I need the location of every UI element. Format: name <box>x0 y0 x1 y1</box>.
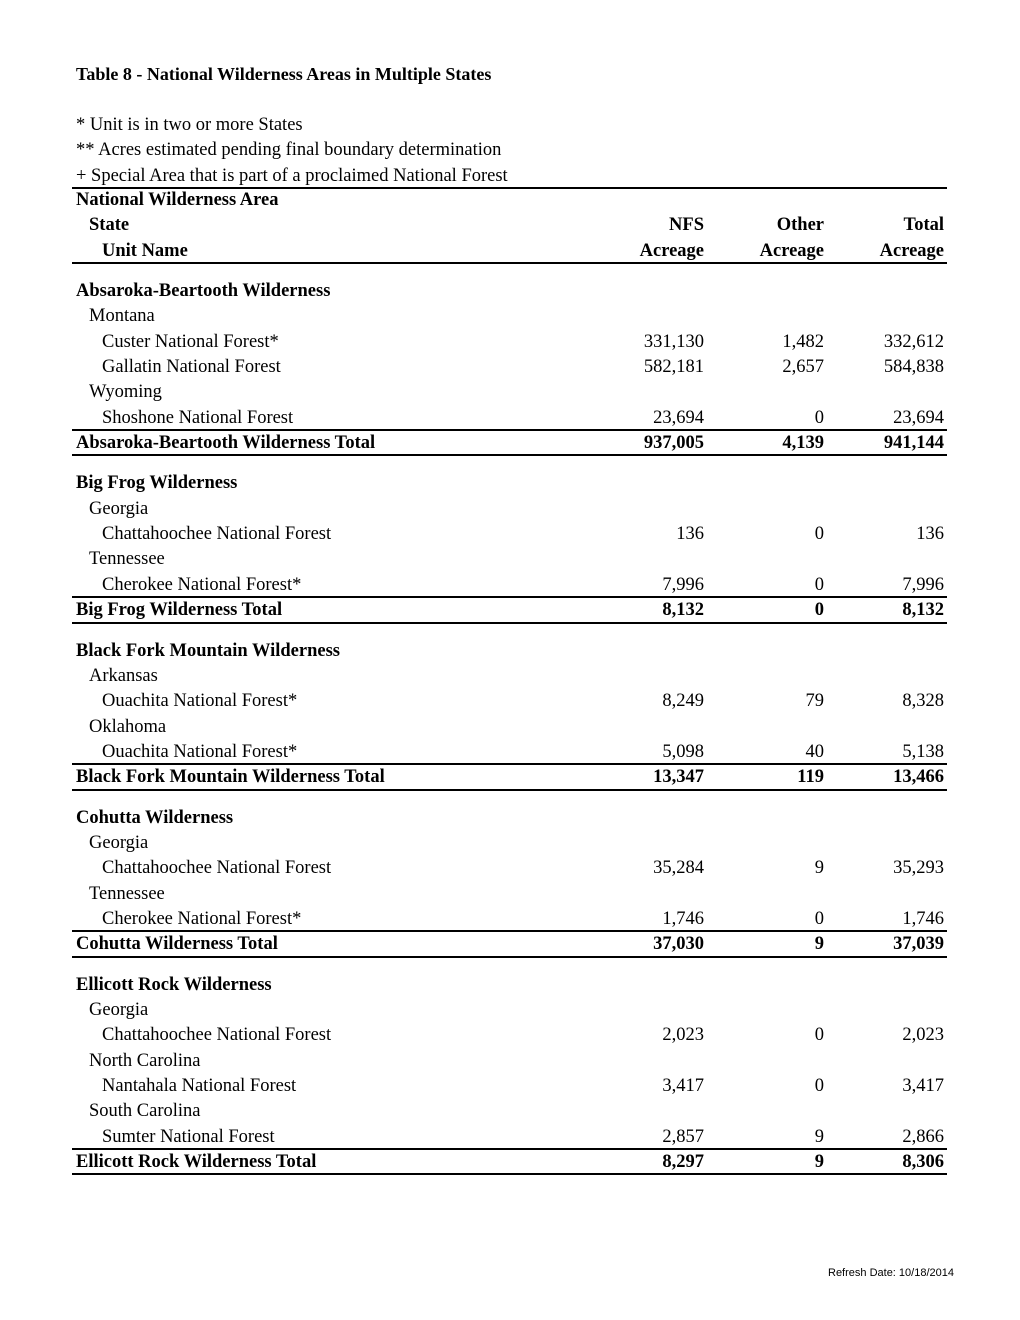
unit-name: Shoshone National Forest <box>102 407 294 428</box>
header-total: Total <box>903 215 944 236</box>
header-row <box>72 213 947 238</box>
other-acreage: 40 <box>805 741 824 762</box>
state-row <box>72 882 947 907</box>
other-acreage: 79 <box>805 691 824 712</box>
wilderness-name-row <box>72 806 947 831</box>
unit-name: Ouachita National Forest* <box>102 691 298 712</box>
unit-row <box>72 689 947 714</box>
nfs-acreage: 582,181 <box>643 357 704 378</box>
unit-row <box>72 330 947 355</box>
state-row <box>72 304 947 329</box>
state-row <box>72 664 947 689</box>
state-row <box>72 715 947 740</box>
total-label: Black Fork Mountain Wilderness Total <box>76 767 385 788</box>
total-acreage-total: 8,306 <box>902 1152 944 1173</box>
nfs-acreage-total: 8,132 <box>662 600 704 621</box>
state-row <box>72 1049 947 1074</box>
state-name: Oklahoma <box>89 716 167 737</box>
footnote: + Special Area that is part of a proclaimed National Forest <box>76 165 508 186</box>
other-acreage-total: 9 <box>814 934 824 955</box>
unit-row <box>72 355 947 380</box>
total-acreage-total: 8,132 <box>902 600 944 621</box>
row-spacer <box>72 264 947 279</box>
total-label: Ellicott Rock Wilderness Total <box>76 1152 317 1173</box>
state-name: Wyoming <box>89 382 162 403</box>
nfs-acreage-total: 8,297 <box>662 1152 704 1173</box>
state-name: Tennessee <box>89 549 165 570</box>
wilderness-name-row <box>72 973 947 998</box>
total-acreage: 7,996 <box>902 574 944 595</box>
wilderness-name: Black Fork Mountain Wilderness <box>76 640 341 661</box>
nfs-acreage: 23,694 <box>653 407 704 428</box>
state-row <box>72 1099 947 1124</box>
header-other: Other <box>776 215 824 236</box>
header-other-acreage: Acreage <box>759 240 824 261</box>
wilderness-name: Cohutta Wilderness <box>76 807 234 828</box>
other-acreage: 9 <box>814 1126 824 1147</box>
total-acreage-total: 13,466 <box>893 767 944 788</box>
unit-row <box>72 522 947 547</box>
total-acreage: 5,138 <box>902 741 944 762</box>
header-row <box>72 188 947 213</box>
header-row <box>72 239 947 264</box>
other-acreage: 0 <box>814 407 824 428</box>
nfs-acreage-total: 37,030 <box>653 934 704 955</box>
state-row <box>72 380 947 405</box>
unit-name: Ouachita National Forest* <box>102 741 298 762</box>
total-acreage: 136 <box>916 524 944 545</box>
wilderness-total-row <box>72 932 947 957</box>
total-label: Absaroka-Beartooth Wilderness Total <box>76 433 376 454</box>
nfs-acreage: 2,023 <box>662 1025 704 1046</box>
nfs-acreage: 136 <box>676 524 704 545</box>
other-acreage: 9 <box>814 858 824 879</box>
total-acreage: 332,612 <box>883 331 944 352</box>
state-name: South Carolina <box>89 1101 201 1122</box>
unit-row <box>72 1074 947 1099</box>
footnote: ** Acres estimated pending final boundary determination <box>76 140 502 161</box>
table-body <box>72 264 947 1175</box>
total-acreage: 1,746 <box>902 908 944 929</box>
row-spacer <box>72 791 947 806</box>
total-acreage: 2,866 <box>902 1126 944 1147</box>
nfs-acreage: 331,130 <box>643 331 704 352</box>
total-acreage-total: 941,144 <box>883 433 944 454</box>
header-nfs: NFS <box>669 215 704 236</box>
total-acreage: 8,328 <box>902 691 944 712</box>
wilderness-name-row <box>72 279 947 304</box>
other-acreage: 0 <box>814 1025 824 1046</box>
unit-row <box>72 907 947 932</box>
row-spacer <box>72 624 947 639</box>
unit-row <box>72 1125 947 1150</box>
total-acreage-total: 37,039 <box>893 934 944 955</box>
wilderness-name: Big Frog Wilderness <box>76 473 238 494</box>
unit-name: Custer National Forest* <box>102 331 279 352</box>
unit-name: Chattahoochee National Forest <box>102 1025 332 1046</box>
state-row <box>72 998 947 1023</box>
footnote: * Unit is in two or more States <box>76 115 303 135</box>
state-name: Tennessee <box>89 883 165 904</box>
unit-row <box>72 406 947 431</box>
nfs-acreage: 1,746 <box>662 908 704 929</box>
other-acreage-total: 4,139 <box>782 433 824 454</box>
wilderness-name-row <box>72 471 947 496</box>
other-acreage-total: 9 <box>814 1152 824 1173</box>
unit-name: Sumter National Forest <box>102 1126 275 1147</box>
state-name: Arkansas <box>89 665 158 686</box>
total-label: Cohutta Wilderness Total <box>76 934 278 955</box>
other-acreage: 0 <box>814 524 824 545</box>
nfs-acreage-total: 13,347 <box>653 767 704 788</box>
unit-row <box>72 1023 947 1048</box>
unit-row <box>72 573 947 598</box>
other-acreage: 0 <box>814 574 824 595</box>
header-total-acreage: Acreage <box>879 240 944 261</box>
nfs-acreage: 2,857 <box>662 1126 704 1147</box>
wilderness-name: Ellicott Rock Wilderness <box>76 974 272 995</box>
unit-name: Chattahoochee National Forest <box>102 524 332 545</box>
wilderness-name-row <box>72 639 947 664</box>
total-acreage: 3,417 <box>902 1076 944 1096</box>
other-acreage: 1,482 <box>782 331 824 352</box>
other-acreage-total: 0 <box>814 600 824 621</box>
wilderness-table <box>72 188 947 1175</box>
wilderness-total-row <box>72 765 947 790</box>
other-acreage-total: 119 <box>797 767 824 788</box>
nfs-acreage-total: 937,005 <box>643 433 704 454</box>
unit-name: Nantahala National Forest <box>102 1076 297 1096</box>
unit-row <box>72 856 947 881</box>
state-name: Montana <box>89 306 155 327</box>
nfs-acreage: 8,249 <box>662 691 704 712</box>
state-name: Georgia <box>89 832 149 853</box>
state-row <box>72 831 947 856</box>
state-name: Georgia <box>89 999 149 1020</box>
state-name: Georgia <box>89 498 149 519</box>
unit-row <box>72 740 947 765</box>
total-acreage: 23,694 <box>893 407 944 428</box>
row-spacer <box>72 958 947 973</box>
nfs-acreage: 3,417 <box>662 1076 704 1096</box>
state-row <box>72 547 947 572</box>
header-unit: Unit Name <box>102 240 188 261</box>
other-acreage: 2,657 <box>782 357 824 378</box>
total-acreage: 584,838 <box>883 357 944 378</box>
wilderness-total-row <box>72 431 947 456</box>
header-nfs-acreage: Acreage <box>639 240 704 261</box>
unit-name: Gallatin National Forest <box>102 357 281 378</box>
wilderness-name: Absaroka-Beartooth Wilderness <box>76 281 331 302</box>
nfs-acreage: 7,996 <box>662 574 704 595</box>
unit-name: Chattahoochee National Forest <box>102 858 332 879</box>
wilderness-total-row <box>72 1150 947 1175</box>
total-acreage: 2,023 <box>902 1025 944 1046</box>
wilderness-total-row <box>72 598 947 623</box>
refresh-date: Refresh Date: 10/18/2014 <box>828 1267 954 1279</box>
total-label: Big Frog Wilderness Total <box>76 600 283 621</box>
unit-name: Cherokee National Forest* <box>102 574 302 595</box>
state-name: North Carolina <box>89 1050 201 1071</box>
other-acreage: 0 <box>814 908 824 929</box>
nfs-acreage: 5,098 <box>662 741 704 762</box>
table-title: Table 8 - National Wilderness Areas in Multiple States <box>76 64 492 84</box>
other-acreage: 0 <box>814 1076 824 1096</box>
nfs-acreage: 35,284 <box>653 858 704 879</box>
footnotes <box>76 113 946 189</box>
header-area: National Wilderness Area <box>76 190 279 210</box>
header-state: State <box>89 215 130 236</box>
row-spacer <box>72 456 947 471</box>
unit-name: Cherokee National Forest* <box>102 908 302 929</box>
total-acreage: 35,293 <box>893 858 944 879</box>
state-row <box>72 497 947 522</box>
